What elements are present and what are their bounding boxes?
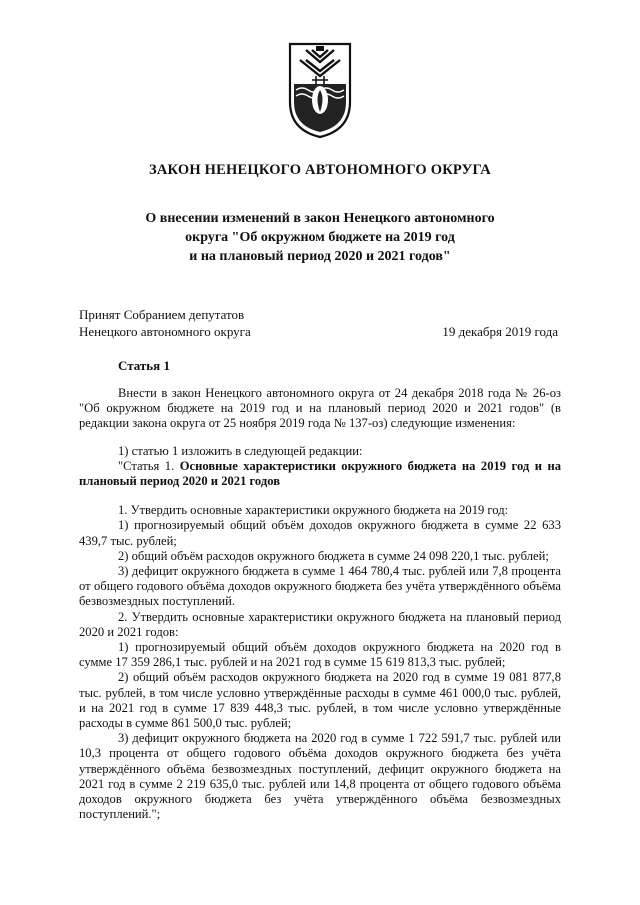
subtitle-line: и на плановый период 2020 и 2021 годов" (189, 249, 451, 264)
quote-prefix: "Статья 1. (118, 458, 180, 473)
quoted-article-heading (79, 459, 561, 489)
paragraph: 1. Утвердить основные характеристики окружного бюджета на 2019 год: (118, 503, 509, 518)
paragraph: 2. Утвердить основные характеристики окружного бюджета на плановый период 2020 и 2021 годов: (79, 609, 561, 639)
adoption-line: Ненецкого автономного округа (79, 324, 251, 339)
law-title: ЗАКОН НЕНЕЦКОГО АВТОНОМНОГО ОКРУГА (149, 162, 491, 178)
paragraph: 2) общий объём расходов окружного бюджета в сумме 24 098 220,1 тыс. рублей; (118, 548, 549, 563)
subtitle-line: О внесении изменений в закон Ненецкого автономного (145, 211, 495, 226)
coat-of-arms-icon (286, 40, 354, 140)
article-heading: Статья 1 (118, 358, 170, 373)
paragraph: 3) дефицит окружного бюджета на 2020 год в сумме 1 722 591,7 тыс. рублей или 10,3 процента от общего годового объёма доходов окружного бюджета без учёта утверждённого объёма безвозмездных поступлений, дефицит окружного бюджета на 2021 год в сумме 2 219 635,0 тыс. рублей или 14,8 процента от общего годового объёма доходов окружного бюджета без учёта утверждённого объёма безвозмездных поступлений."; (79, 731, 561, 822)
paragraph: 3) дефицит окружного бюджета в сумме 1 464 780,4 тыс. рублей или 7,8 процента от общего годового объёма доходов окружного бюджета без учёта утверждённого объёма безвозмездных поступлений. (79, 564, 561, 609)
article-intro: Внести в закон Ненецкого автономного округа от 24 декабря 2018 года № 26-оз "Об окружном бюджете на 2019 год и на плановый период 2020 и 2021 годов" (в редакции закона округа от 25 ноября 2019 года № 137-оз) следующие изменения: (79, 386, 561, 431)
article-body (79, 386, 561, 822)
subtitle-line: округа "Об окружном бюджете на 2019 год (185, 230, 455, 245)
adoption-note (79, 306, 379, 340)
paragraph: 2) общий объём расходов окружного бюджета на 2020 год в сумме 19 081 877,8 тыс. рублей, в том числе условно утверждённые расходы в сумме 461 000,0 тыс. рублей, и на 2021 год в сумме 17 839 448,3 тыс. рублей, в том числе условно утверждённые расходы в сумме 861 500,0 тыс. рублей; (79, 670, 561, 731)
paragraph: 1) прогнозируемый общий объём доходов окружного бюджета в сумме 22 633 439,7 тыс. рублей; (79, 518, 561, 548)
law-subtitle (120, 209, 520, 266)
amendment-item: 1) статью 1 изложить в следующей редакции: (118, 443, 363, 458)
quote-title: Основные характеристики окружного бюджета на 2019 год и на плановый период 2020 и 2021 годов (79, 458, 561, 489)
adoption-line: Принят Собранием депутатов (79, 307, 245, 322)
adoption-date: 19 декабря 2019 года (442, 324, 558, 339)
paragraph: 1) прогнозируемый общий объём доходов окружного бюджета на 2020 год в сумме 17 359 286,1 тыс. рублей и на 2021 год в сумме 15 619 813,3 тыс. рублей; (79, 640, 561, 670)
